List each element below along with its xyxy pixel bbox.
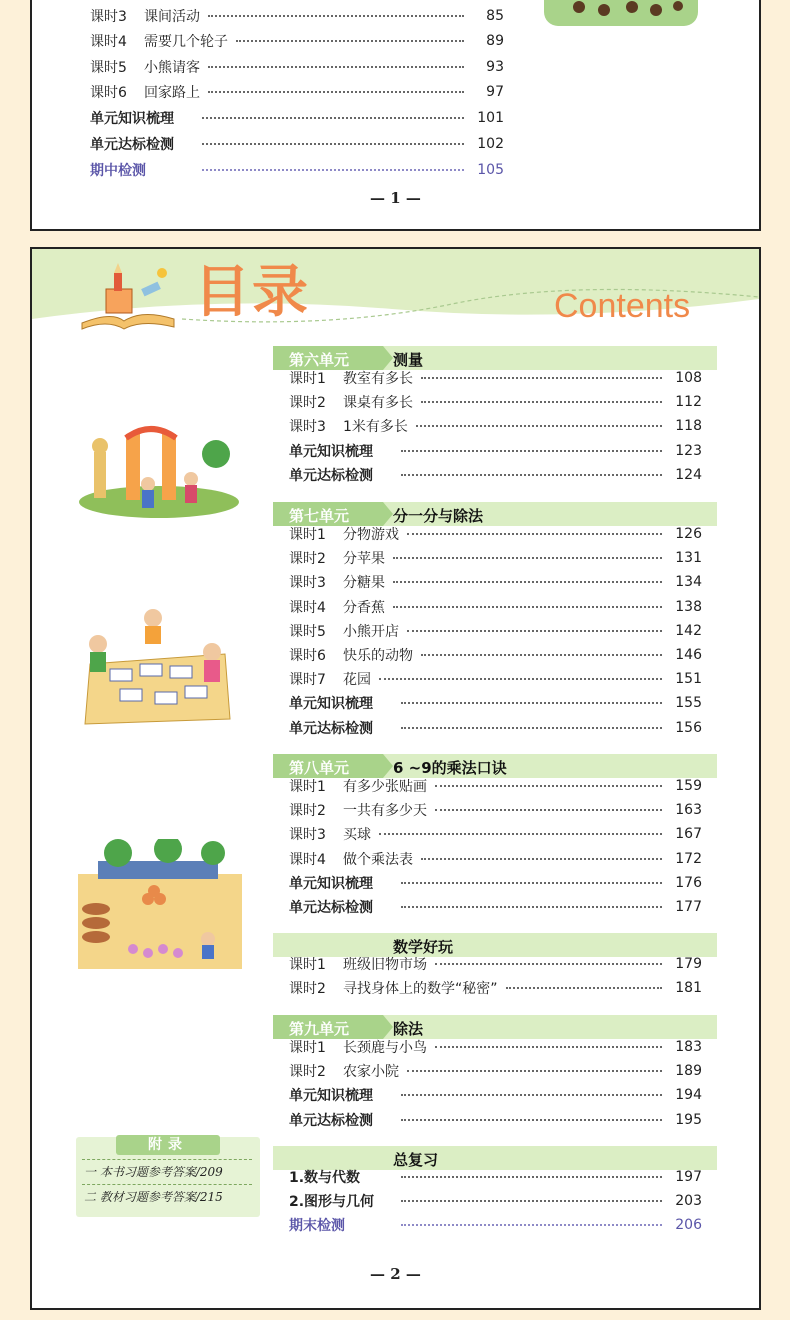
toc-entry-page: 159 [675,778,702,794]
toc-entry[interactable] [289,977,702,999]
toc-entry-page: 189 [675,1063,702,1080]
toc-entry-title: 长颈鹿与小鸟 [343,1040,427,1056]
dot-leader [393,581,662,583]
dot-leader [202,143,464,145]
toc-entry-page: 138 [675,598,702,615]
dot-leader [401,1224,662,1226]
contents-label: Contents [554,287,691,325]
toc-entry-title: 有多少张贴画 [343,779,427,795]
toc-entry-title: 单元知识梳理 [289,443,373,460]
toc-entry[interactable] [90,30,504,52]
toc-entry-title: 单元达标检测 [289,720,373,737]
page-number-2: — 2 — [370,1265,421,1283]
market-illustration [78,839,242,969]
toc-entry[interactable] [289,644,702,666]
toc-entry[interactable] [90,107,504,129]
dot-leader [401,1176,662,1178]
toc-entry-page: 118 [675,418,702,435]
toc-entry[interactable] [289,620,702,642]
unit-title: 分一分与除法 [393,507,484,525]
toc-entry-title: 课间活动 [144,9,200,25]
appendix-item[interactable]: 一 本书习题参考答案/209 [84,1165,223,1179]
toc-entry-page: 112 [675,394,702,411]
toc-entry-title: 回家路上 [144,85,200,101]
toc-entry-page: 176 [675,874,702,891]
toc-entry-title: 小熊开店 [343,623,399,640]
toc-entry-title: 单元知识梳理 [289,1088,373,1105]
dot-leader [435,785,662,787]
toc-entry-page: 97 [486,84,504,100]
toc-entry-lesson: 课时1 [289,371,326,387]
toc-entry[interactable] [289,823,702,845]
toc-entry-title: 单元知识梳理 [289,696,373,713]
unit-title: 除法 [393,1020,424,1038]
toc-entry-title: 分苹果 [343,551,385,568]
toc-entry-page: 131 [675,550,702,567]
toc-entry[interactable] [289,1166,702,1188]
toc-entry-page: 134 [675,574,702,591]
toc-entry[interactable] [289,547,702,569]
appendix-divider [82,1184,252,1185]
unit-title: 6 ~9的乘法口诀 [393,759,507,777]
dot-leader [416,425,662,427]
toc-entry-title: 1米有多长 [343,419,408,436]
toc-entry-title: 教室有多长 [343,371,413,387]
unit-title: 数学好玩 [393,938,454,956]
toc-entry[interactable] [289,367,702,389]
book-pencil-icon [62,261,182,331]
toc-entry-title: 做个乘法表 [343,851,413,868]
dot-leader [393,557,662,559]
toc-entry[interactable] [90,5,504,27]
toc-entry-lesson: 课时2 [289,551,326,568]
toc-entry-lesson: 课时2 [289,395,326,412]
toc-entry-lesson: 课时3 [90,9,127,25]
toc-entry-page: 163 [675,802,702,819]
toc-entry-page: 93 [486,59,504,75]
toc-entry-title: 期中检测 [90,163,146,179]
toc-entry-page: 195 [675,1111,702,1128]
dot-leader [506,987,662,989]
toc-entry-lesson: 课时3 [289,575,326,592]
dot-leader [379,678,662,680]
toc-entry[interactable] [289,799,702,821]
toc-entry-page: 181 [675,980,702,997]
toc-entry-lesson: 课时3 [289,827,326,844]
toc-entry-title: 单元达标检测 [289,467,373,484]
toc-entry[interactable] [289,1214,702,1236]
dot-leader [435,809,662,811]
toc-entry-page: 179 [675,956,702,972]
unit-title: 测量 [393,351,424,369]
dot-leader [401,702,662,704]
toc-entry-lesson: 课时5 [90,60,127,76]
toc-entry-lesson: 课时2 [289,1064,326,1081]
toc-entry[interactable] [289,717,702,739]
toc-entry-page: 203 [675,1193,702,1210]
dot-leader [407,533,662,535]
toc-entry-lesson: 课时7 [289,672,326,689]
toc-page-1 [30,0,761,231]
toc-entry[interactable] [289,1109,702,1131]
toc-entry-page: 183 [675,1039,702,1055]
header-banner [32,249,759,334]
toc-entry-page: 126 [675,526,702,542]
toc-entry[interactable] [289,848,702,870]
toc-entry-title: 期末检测 [289,1218,345,1235]
page-title: 目录 [194,260,310,325]
toc-entry-lesson: 课时1 [289,779,326,795]
toc-entry-page: 105 [477,162,504,178]
toc-entry-title: 单元达标检测 [289,1112,373,1129]
toc-entry[interactable] [90,159,504,181]
toc-entry-title: 分糖果 [343,575,385,592]
toc-entry-title: 班级旧物市场 [343,957,427,973]
toc-entry-title: 单元知识梳理 [90,111,174,127]
toc-entry-page: 123 [675,442,702,459]
toc-entry-lesson: 课时4 [289,851,326,868]
toc-entry-lesson: 课时6 [90,85,127,101]
unit-tag-label: 第八单元 [289,759,350,777]
dot-leader [401,1094,662,1096]
toc-entry[interactable] [289,391,702,413]
decorative-illustration-top [544,0,698,26]
appendix-box [76,1137,260,1217]
dot-leader [421,858,662,860]
appendix-header: 附录 [116,1135,220,1155]
toc-entry-title: 单元知识梳理 [289,875,373,892]
toc-entry-lesson: 课时1 [289,1040,326,1056]
dot-leader [401,474,662,476]
toc-entry-title: 2.图形与几何 [289,1194,375,1211]
dot-leader [208,66,464,68]
toc-entry-title: 单元达标检测 [289,900,373,916]
dot-leader [421,377,662,379]
dot-leader [208,15,464,17]
dot-leader [401,882,662,884]
toc-entry[interactable] [289,440,702,462]
toc-entry-title: 1.数与代数 [289,1170,361,1186]
toc-entry-title: 单元达标检测 [90,137,174,153]
dot-leader [236,40,464,42]
toc-entry-page: 101 [477,110,504,126]
toc-entry-title: 农家小院 [343,1064,399,1081]
toc-entry-lesson: 课时4 [289,599,326,616]
unit-title: 总复习 [393,1151,439,1169]
dot-leader [407,630,662,632]
toc-entry[interactable] [289,692,702,714]
toc-entry[interactable] [289,872,702,894]
toc-entry-title: 分物游戏 [343,527,399,543]
toc-entry-page: 167 [675,826,702,843]
toc-entry-page: 151 [675,671,702,688]
toc-entry-title: 分香蕉 [343,599,385,616]
toc-entry-title: 花园 [343,672,371,689]
toc-entry-title: 快乐的动物 [343,648,413,664]
dot-leader [401,1200,662,1202]
playground-illustration [76,424,242,519]
toc-entry[interactable] [289,1060,702,1082]
dot-leader [379,833,662,835]
toc-page-2 [30,247,761,1310]
toc-entry-page: 142 [675,622,702,639]
toc-entry-title: 课桌有多长 [343,395,413,412]
toc-entry-page: 124 [675,466,702,483]
dot-leader [435,963,662,965]
toc-entry[interactable] [289,1190,702,1212]
toc-entry-title: 需要几个轮子 [144,34,228,50]
dot-leader [393,606,662,608]
toc-entry-title: 小熊请客 [144,60,200,76]
toc-entry-page: 89 [486,33,504,49]
dot-leader [401,450,662,452]
children-cards-illustration [80,604,240,726]
dot-leader [407,1070,662,1072]
appendix-divider [82,1159,252,1160]
toc-entry-page: 194 [675,1087,702,1104]
toc-entry-lesson: 课时5 [289,623,326,640]
unit-tag-label: 第九单元 [289,1020,350,1038]
dot-leader [421,654,662,656]
toc-entry-lesson: 课时2 [289,981,326,998]
toc-entry-title: 寻找身体上的数学“秘密” [343,981,498,998]
dot-leader [421,401,662,403]
dot-leader [401,727,662,729]
toc-entry[interactable] [289,775,702,797]
dot-leader [401,906,662,908]
toc-entry-lesson: 课时1 [289,527,326,543]
dot-leader [401,1119,662,1121]
dot-leader [202,169,464,171]
toc-entry[interactable] [289,571,702,593]
dot-leader [435,1046,662,1048]
dot-leader [208,91,464,93]
bears-icon [544,0,698,26]
toc-entry-lesson: 课时6 [289,648,326,664]
toc-entry-page: 108 [675,370,702,386]
toc-entry-page: 177 [675,899,702,915]
toc-entry-page: 146 [675,647,702,663]
unit-tag-label: 第六单元 [289,351,350,369]
toc-entry-lesson: 课时3 [289,419,326,436]
toc-entry[interactable] [90,81,504,103]
toc-entry-title: 一共有多少天 [343,803,427,820]
toc-entry-page: 206 [675,1217,702,1234]
toc-entry[interactable] [289,1036,702,1058]
toc-entry[interactable] [289,896,702,918]
toc-entry[interactable] [289,668,702,690]
toc-entry[interactable] [289,1084,702,1106]
toc-entry[interactable] [90,133,504,155]
page-number-1: — 1 — [370,189,421,207]
dot-leader [202,117,464,119]
toc-entry[interactable] [289,415,702,437]
toc-entry-lesson: 课时1 [289,957,326,973]
toc-entry[interactable] [289,596,702,618]
appendix-item[interactable]: 二 教材习题参考答案/215 [84,1190,223,1204]
toc-entry-title: 买球 [343,827,371,844]
toc-entry-page: 197 [675,1169,702,1185]
toc-entry-page: 156 [675,719,702,736]
toc-entry[interactable] [289,523,702,545]
toc-entry-lesson: 课时2 [289,803,326,820]
toc-entry[interactable] [289,953,702,975]
toc-entry-page: 155 [675,695,702,712]
toc-entry-page: 85 [486,8,504,24]
toc-entry-page: 172 [675,850,702,867]
toc-entry-lesson: 课时4 [90,34,127,50]
toc-entry-page: 102 [477,136,504,152]
toc-entry[interactable] [289,464,702,486]
toc-entry[interactable] [90,56,504,78]
unit-tag-label: 第七单元 [289,507,350,525]
